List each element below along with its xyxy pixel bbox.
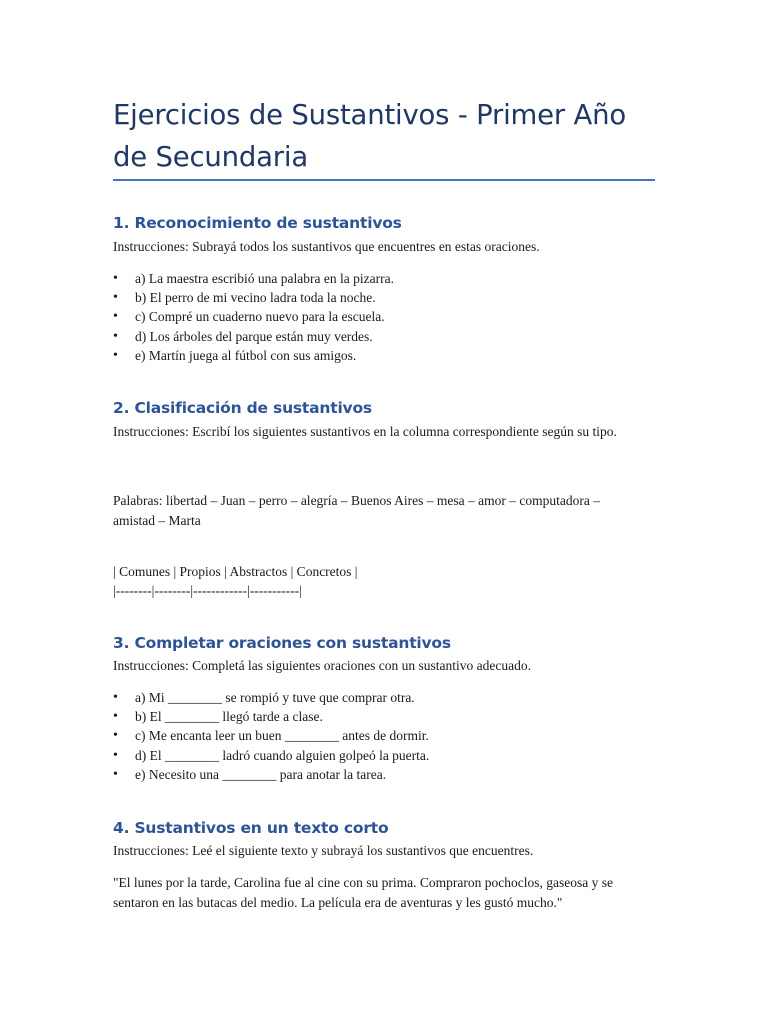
list-item xyxy=(113,707,429,726)
section-3-list xyxy=(113,688,429,784)
classification-table-separator: |--------|--------|------------|-----------| xyxy=(113,583,302,598)
list-item-text: a) La maestra escribió una palabra en la pizarra. xyxy=(135,271,394,286)
list-item xyxy=(113,688,429,707)
section-4-heading: 4. Sustantivos en un texto corto xyxy=(113,819,389,837)
list-item xyxy=(113,726,429,745)
section-1-heading: 1. Reconocimiento de sustantivos xyxy=(113,214,402,232)
list-item xyxy=(113,269,394,288)
title-underline xyxy=(113,179,655,181)
section-2-word-list: Palabras: libertad – Juan – perro – alegría – Buenos Aires – mesa – amor – computadora – amistad – Marta xyxy=(113,493,600,528)
bullet-icon: • xyxy=(113,347,118,363)
list-item-text: e) Necesito una ________ para anotar la tarea. xyxy=(135,766,387,782)
bullet-icon: • xyxy=(113,766,118,782)
section-3-instructions: Instrucciones: Completá las siguientes oraciones con un sustantivo adecuado. xyxy=(113,658,532,673)
document-title: Ejercicios de Sustantivos - Primer Año de Secundaria xyxy=(113,99,626,173)
list-item-text: b) El perro de mi vecino ladra toda la noche. xyxy=(135,290,376,306)
list-item-text: c) Me encanta leer un buen ________ antes de dormir. xyxy=(135,728,429,744)
list-item xyxy=(113,765,429,784)
list-item-text: b) El ________ llegó tarde a clase. xyxy=(135,709,323,725)
section-2-heading: 2. Clasificación de sustantivos xyxy=(113,399,372,417)
section-2-instructions: Instrucciones: Escribí los siguientes sustantivos en la columna correspondiente según su tipo. xyxy=(113,424,617,439)
bullet-icon: • xyxy=(113,328,118,344)
bullet-icon: • xyxy=(113,747,118,763)
classification-table-header: | Comunes | Propios | Abstractos | Concretos | xyxy=(113,564,358,579)
list-item xyxy=(113,327,394,346)
section-1-instructions: Instrucciones: Subrayá todos los sustantivos que encuentres en estas oraciones. xyxy=(113,239,540,254)
bullet-icon: • xyxy=(113,709,118,725)
bullet-icon: • xyxy=(113,290,118,306)
bullet-icon: • xyxy=(113,309,118,325)
list-item xyxy=(113,346,394,365)
list-item-text: d) El ________ ladró cuando alguien golpeó la puerta. xyxy=(135,747,430,763)
bullet-icon: • xyxy=(113,690,118,705)
section-3-heading: 3. Completar oraciones con sustantivos xyxy=(113,634,451,652)
list-item xyxy=(113,288,394,307)
list-item xyxy=(113,746,429,765)
list-item-text: a) Mi ________ se rompió y tuve que comprar otra. xyxy=(135,690,415,705)
section-4-reading-text: "El lunes por la tarde, Carolina fue al cine con su prima. Compraron pochoclos, gaseosa y se sentaron en las butacas del medio. La película era de aventuras y les gustó mucho." xyxy=(113,875,613,910)
bullet-icon: • xyxy=(113,728,118,744)
list-item-text: c) Compré un cuaderno nuevo para la escuela. xyxy=(135,309,385,325)
list-item xyxy=(113,307,394,326)
list-item-text: e) Martín juega al fútbol con sus amigos. xyxy=(135,347,357,363)
list-item-text: d) Los árboles del parque están muy verdes. xyxy=(135,328,373,344)
bullet-icon: • xyxy=(113,271,118,286)
section-1-list xyxy=(113,269,394,365)
section-4-instructions: Instrucciones: Leé el siguiente texto y subrayá los sustantivos que encuentres. xyxy=(113,843,534,858)
